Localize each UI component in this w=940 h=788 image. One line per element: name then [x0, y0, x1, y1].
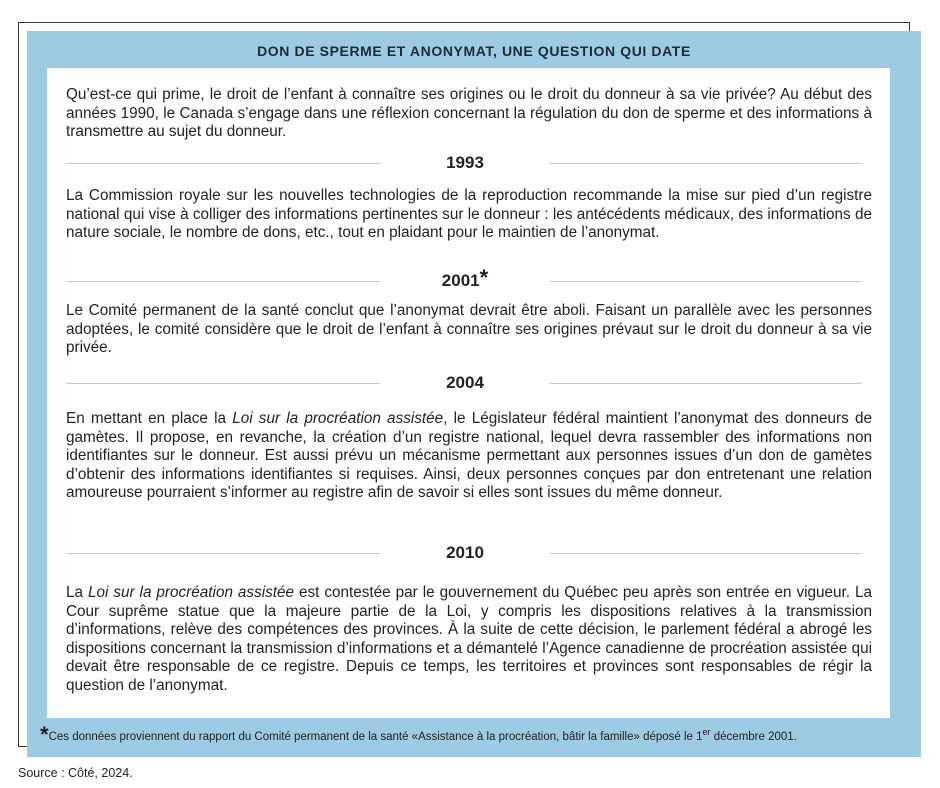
entry-text-1993: La Commission royale sur les nouvelles technologies de la reproduction recommande la mise sur pied d’un registre national qui vise à colliger des informations pertinentes sur le donneur : les antécédents médicaux, des informations de nature sociale, le nombre de dons, etc., tout en plaidant pour le maintien de l’anonymat.	[66, 187, 872, 242]
footnote-text-end: décembre 2001.	[710, 731, 797, 743]
year-label	[380, 265, 550, 291]
footnote	[40, 722, 797, 748]
divider-line	[66, 383, 380, 384]
footnote-text: Ces données proviennent du rapport du Comité permanent de la santé «Assistance à la procréation, bâtir la famille» déposé le 1	[48, 731, 703, 743]
text-before: La	[66, 584, 88, 601]
footnote-superscript: er	[702, 727, 711, 738]
year-heading-2004	[66, 373, 862, 395]
divider-line	[66, 281, 380, 282]
text-after: , le Législateur fédéral maintient l’anonymat des donneurs de gamètes. Il propose, en revanche, la création d’un registre national, lequel devra rassembler des informations non identifiantes sur le donneur. Est aussi prévu un mécanisme permettant aux personnes issues d’un don de gamètes d’obtenir des informations identifiantes si requises. Ainsi, deux personnes conçues par don entretenant une relation amoureuse pourraient s’informer au registre afin de savoir si elles sont issues du même donneur.	[66, 410, 873, 502]
year-heading-2010	[66, 543, 862, 565]
divider-line	[550, 553, 862, 554]
divider-line	[550, 383, 862, 384]
law-title: Loi sur la procréation assistée	[232, 410, 444, 427]
footnote-marker: *	[479, 265, 489, 290]
year-label: 2004	[446, 373, 484, 392]
text-before: En mettant en place la	[66, 410, 233, 427]
source-caption: Source : Côté, 2024.	[18, 766, 133, 780]
entry-text-2010	[66, 584, 872, 696]
divider-line	[66, 553, 380, 554]
year-heading-1993	[66, 153, 862, 175]
entry-text-2004	[66, 410, 872, 503]
year-label: 2010	[446, 543, 484, 562]
divider-line	[66, 163, 380, 164]
text-after: est contestée par le gouvernement du Québec peu après son entrée en vigueur. La Cour suprême statue que la majeure partie de la Loi, y compris les dispositions relatives à la transmission d’informations, relève des compétences des provinces. À la suite de cette décision, le parlement fédéral a abrogé les dispositions concernant la transmission d’informations et a démantelé l’Agence canadienne de procréation assistée qui devait être responsable de ce registre. Depuis ce temps, les territoires et provinces sont responsables de régir la question de l’anonymat.	[66, 584, 873, 694]
intro-paragraph: Qu’est-ce qui prime, le droit de l’enfant à connaître ses origines ou le droit du donneur à sa vie privée? Au début des années 1990, le Canada s’engage dans une réflexion concernant la régulation du don de sperme et des informations à transmettre au sujet du donneur.	[66, 86, 872, 141]
divider-line	[550, 163, 862, 164]
year-heading-2001	[66, 265, 862, 293]
year-label: 1993	[446, 153, 484, 172]
entry-text-2001: Le Comité permanent de la santé conclut que l’anonymat devrait être aboli. Faisant un parallèle avec les personnes adoptées, le comité considère que le droit de l’enfant à connaître ses origines prévaut sur le droit du donneur à sa vie privée.	[66, 302, 872, 357]
year-value: 2001	[441, 271, 480, 290]
panel-title: DON DE SPERME ET ANONYMAT, UNE QUESTION QUI DATE	[257, 43, 691, 59]
law-title: Loi sur la procréation assistée	[87, 584, 295, 601]
divider-line	[550, 281, 862, 282]
footnote-marker: *	[40, 722, 49, 747]
